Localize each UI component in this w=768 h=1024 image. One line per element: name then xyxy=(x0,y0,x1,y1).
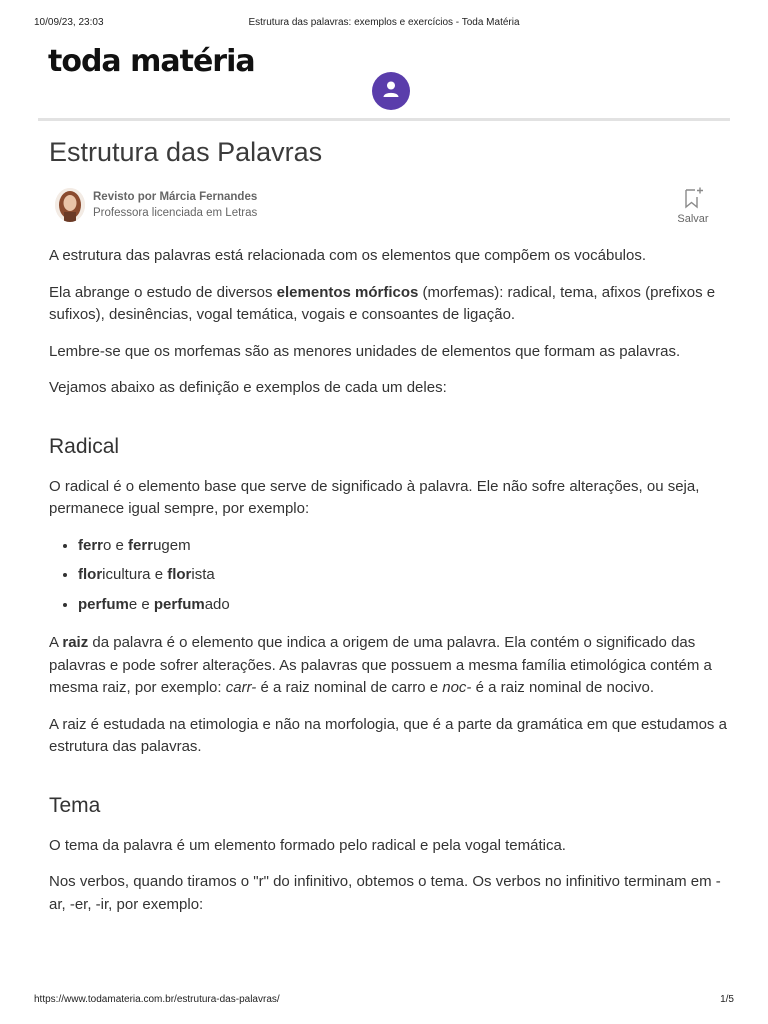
tema-paragraph-2: Nos verbos, quando tiramos o "r" do infinitivo, obtemos o tema. Os verbos no infinitivo terminam em -ar, -er, -ir, por exemplo: xyxy=(49,873,721,913)
reviewer-avatar xyxy=(55,188,85,222)
print-url: https://www.todamateria.com.br/estrutura-das-palavras/ xyxy=(34,994,280,1005)
print-datetime: 10/09/23, 23:03 xyxy=(34,17,104,28)
reviewer-name[interactable]: Revisto por Márcia Fernandes xyxy=(93,191,258,203)
user-account-button[interactable] xyxy=(372,72,410,110)
site-logo[interactable]: toda matéria xyxy=(48,44,255,79)
bookmark-add-icon xyxy=(672,186,714,210)
list-item: • perfume e perfumado xyxy=(78,594,729,617)
radical-paragraph-1: O radical é o elemento base que serve de significado à palavra. Ele não sofre alterações, ou seja, permanece igual sempre, por exemplo: xyxy=(49,477,700,517)
save-label: Salvar xyxy=(677,213,709,225)
intro-paragraph-3: Lembre-se que os morfemas são as menores unidades de elementos que formam as palavras. xyxy=(49,342,681,360)
save-button[interactable] xyxy=(672,186,714,228)
reviewer-role: Professora licenciada em Letras xyxy=(93,207,258,219)
header-divider xyxy=(38,118,730,121)
intro-paragraph-1: A estrutura das palavras está relacionada com os elementos que compõem os vocábulos. xyxy=(49,247,646,264)
list-item: • floricultura e florista xyxy=(78,564,729,587)
user-icon xyxy=(381,79,401,104)
radical-paragraph-3: A raiz é estudada na etimologia e não na morfologia, que é a parte da gramática em que estudamos a estrutura das palavras. xyxy=(49,715,727,755)
intro-paragraph-2: Ela abrange o estudo de diversos elementos mórficos (morfemas): radical, tema, afixos (prefixos e sufixos), desinências, vogal temática, vogais e consoantes de ligação. xyxy=(49,283,716,323)
list-item: • ferro e ferrugem xyxy=(78,535,729,558)
print-doc-title: Estrutura das palavras: exemplos e exercícios - Toda Matéria xyxy=(248,17,520,28)
page-title: Estrutura das Palavras xyxy=(49,137,323,167)
section-heading-radical: Radical xyxy=(49,434,120,458)
print-footer xyxy=(34,994,734,1008)
radical-examples-list xyxy=(49,535,729,617)
radical-paragraph-2: A raiz da palavra é o elemento que indica a origem de uma palavra. Ela contém o significado das palavras e pode sofrer alterações. As palavras que possuem a mesma família etimológica contém a mesma raiz, por exemplo: carr- é a raiz nominal de carro e noc- é a raiz nominal de nocivo. xyxy=(49,634,712,696)
article-body xyxy=(49,245,729,930)
print-header xyxy=(34,17,734,31)
tema-paragraph-1: O tema da palavra é um elemento formado pelo radical e pela vogal temática. xyxy=(49,836,566,854)
print-page-number: 1/5 xyxy=(720,994,734,1005)
section-heading-tema: Tema xyxy=(49,793,101,817)
intro-paragraph-4: Vejamos abaixo as definição e exemplos de cada um deles: xyxy=(49,379,447,396)
